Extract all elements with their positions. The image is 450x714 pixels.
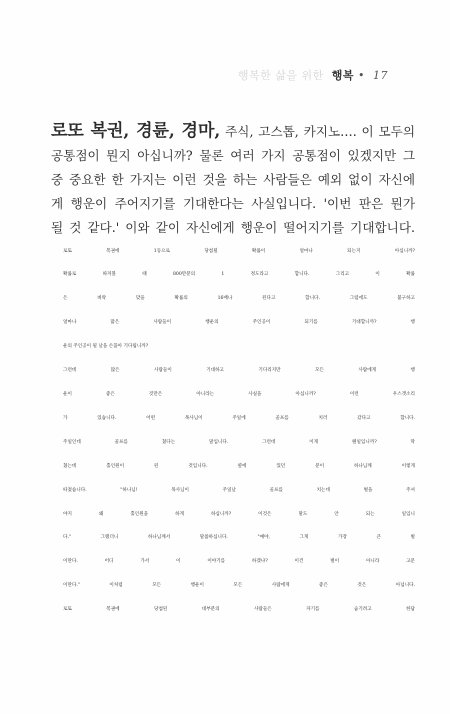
paragraph-line: 가 있습니다. 어떤 목사님이 주일에 골프를 치러 갔다고 합니다.: [63, 415, 415, 421]
running-head-faint-text: 행복한 삶을 위한: [237, 69, 324, 82]
paragraph-line: 공통점이 뭔지 아십니까? 물론 여러 가지 공통점이 있겠지만 그: [51, 147, 415, 163]
running-head-bullet: •: [358, 69, 365, 82]
paragraph-line: 운이 좋은 것만은 아니라는 사실을 아십니까? 이런 우스갯소리: [63, 391, 415, 397]
body-text: [51, 120, 415, 622]
paragraph-1: [51, 120, 415, 240]
paragraph-4: [51, 598, 415, 622]
paragraph-line: 중 중요한 한 가지는 이런 것을 하는 사람들은 예외 없이 자신에: [51, 171, 415, 187]
running-head: [238, 67, 388, 83]
paragraph-line: 얼마나 많은 사람들이 행운의 주인공이 되기를 기대합니까? 행: [63, 320, 415, 326]
paragraph-line-text: 주식, 고스톱, 카지노…. 이 모두의: [220, 124, 415, 139]
paragraph-line: 로또 복권에 1등으로 당첨될 확률이 얼마나 되는지 아십니까?: [63, 248, 415, 254]
paragraph-line: 이란다. 어디 가서 이 이야기를 하겠냐? 이건 벌이 아니라 고문: [63, 559, 415, 565]
lead-words: 로또 복권, 경륜, 경마,: [51, 121, 221, 141]
paragraph-3: [51, 359, 415, 598]
running-head-chapter: 행복: [331, 69, 354, 82]
paragraph-line: 따졌습니다. "하나님! 목사님이 주일날 골프를 치는데 벌을 주셔: [63, 487, 415, 493]
paragraph-line: 쳤는데 홀인원이 된 것입니다. 옆에 있던 분이 하나님께 이렇게: [63, 463, 415, 469]
paragraph-2: [51, 240, 415, 360]
paragraph-line: 게 행운이 주어지기를 기대한다는 사실입니다. '이번 판은 뭔가: [51, 195, 415, 211]
paragraph-line: 은 벼락 맞을 확률의 16배나 된다고 합니다. 그럼에도 불구하고: [63, 296, 415, 302]
paragraph-line: 주일인데 골프를 쳤다는 말입니다. 그런데 이게 웬일입니까? 딱: [63, 439, 415, 445]
paragraph-line: 확률로 따져볼 때 800만분의 1 정도라고 합니다. 그리고 이 확률: [63, 272, 415, 278]
paragraph-line: 다." 그랬더니 하나님께서 말씀하십니다. "얘야, 그게 가장 큰 벌: [63, 535, 415, 541]
paragraph-line: 운의 주인공이 될 날을 손꼽아 기다립니까?: [63, 344, 149, 350]
paragraph-line: 이란다." 이처럼 모든 행운이 모든 사람에게 좋은 것은 아닙니다.: [63, 583, 415, 589]
paragraph-line: [51, 120, 415, 144]
page-number: 17: [373, 69, 388, 82]
paragraph-line: 로또 복권에 당첨된 대부분의 사람들은 자기를 숨기려고 한답: [63, 607, 415, 613]
paragraph-line: 될 것 같다.' 이와 같이 자신에게 행운이 떨어지기를 기대합니다.: [51, 219, 415, 235]
paragraph-line: 야지 왜 홀인원을 하게 하십니까? 이것은 말도 안 되는 일입니: [63, 511, 415, 517]
paragraph-line: 그런데 많은 사람들이 기대하고 기다리지만 모든 사람에게 행: [63, 368, 415, 374]
